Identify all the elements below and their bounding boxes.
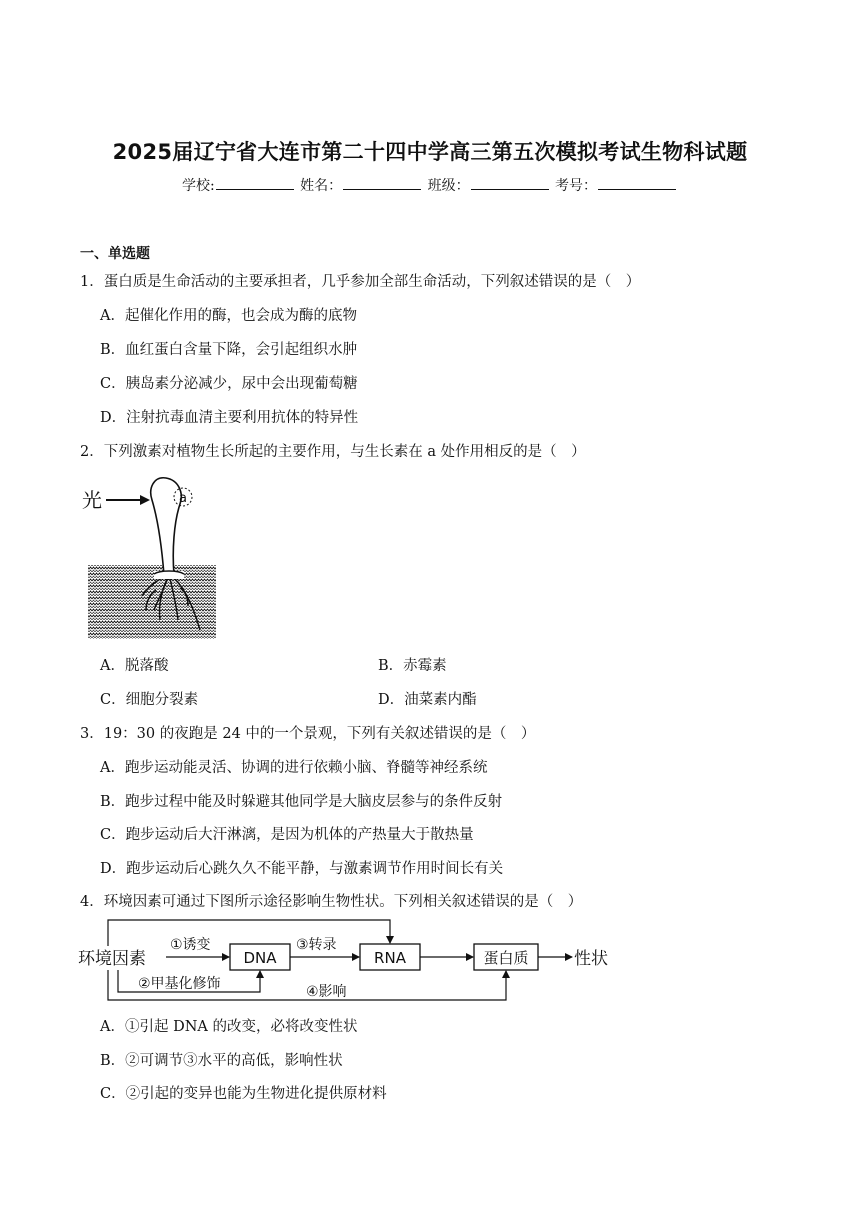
q2-option-d[interactable]: D．油菜素内酯 bbox=[378, 692, 477, 708]
trait-label: 性状 bbox=[574, 949, 608, 969]
id-blank[interactable] bbox=[598, 177, 676, 190]
name-blank[interactable] bbox=[343, 177, 421, 190]
q3-option-d[interactable]: D．跑步运动后心跳久久不能平静，与激素调节作用时间长有关 bbox=[100, 861, 504, 877]
light-arrow-head bbox=[140, 495, 150, 505]
q1-option-a[interactable]: A．起催化作用的酶，也会成为酶的底物 bbox=[100, 308, 357, 324]
q3-option-a[interactable]: A．跑步运动能灵活、协调的进行依赖小脑、脊髓等神经系统 bbox=[100, 760, 488, 776]
q3-option-c[interactable]: C．跑步运动后大汗淋漓，是因为机体的产热量大于散热量 bbox=[100, 827, 474, 843]
student-info-line bbox=[0, 175, 860, 195]
seedling-shoot bbox=[151, 478, 181, 575]
section-heading: 一、单选题 bbox=[80, 246, 150, 262]
q4-option-b[interactable]: B．②可调节③水平的高低，影响性状 bbox=[100, 1053, 343, 1069]
school-blank[interactable] bbox=[216, 177, 294, 190]
path-1-label: ①诱变 bbox=[170, 937, 211, 953]
gene-expression-diagram bbox=[74, 910, 624, 1006]
protein-label: 蛋白质 bbox=[483, 949, 529, 967]
q1-option-c[interactable]: C．胰岛素分泌减少，尿中会出现葡萄糖 bbox=[100, 376, 358, 392]
path-4-label: ④影响 bbox=[306, 984, 347, 1000]
q2-option-c[interactable]: C．细胞分裂素 bbox=[100, 692, 199, 708]
question-2-stem: 2．下列激素对植物生长所起的主要作用，与生长素在 a 处作用相反的是（ ） bbox=[80, 444, 586, 460]
light-label: 光 bbox=[82, 488, 102, 512]
q2-option-b[interactable]: B．赤霉素 bbox=[378, 658, 447, 674]
id-label: 考号： bbox=[555, 178, 598, 194]
question-4-stem: 4．环境因素可通过下图所示途径影响生物性状。下列相关叙述错误的是（ ） bbox=[80, 894, 583, 910]
path-2-label: ②甲基化修饰 bbox=[138, 976, 221, 992]
seedling-figure bbox=[80, 470, 220, 642]
class-label: 班级： bbox=[427, 178, 470, 194]
class-blank[interactable] bbox=[471, 177, 549, 190]
soil-pattern bbox=[88, 565, 216, 639]
name-label: 姓名： bbox=[300, 178, 343, 194]
question-1-stem: 1．蛋白质是生命活动的主要承担者，几乎参加全部生命活动，下列叙述错误的是（ ） bbox=[80, 274, 641, 290]
path-3-label: ③转录 bbox=[296, 937, 337, 953]
q3-option-b[interactable]: B．跑步过程中能及时躲避其他同学是大脑皮层参与的条件反射 bbox=[100, 794, 503, 810]
school-label: 学校: bbox=[181, 178, 215, 194]
q1-option-b[interactable]: B．血红蛋白含量下降，会引起组织水肿 bbox=[100, 342, 358, 358]
environment-label: 环境因素 bbox=[78, 949, 146, 969]
point-a-label: a bbox=[179, 491, 187, 506]
dna-label: DNA bbox=[243, 949, 277, 967]
page-title: 2025届辽宁省大连市第二十四中学高三第五次模拟考试生物科试题 bbox=[112, 140, 748, 164]
question-3-stem: 3．19：30 的夜跑是 24 中的一个景观，下列有关叙述错误的是（ ） bbox=[80, 726, 536, 742]
q4-option-a[interactable]: A．①引起 DNA 的改变，必将改变性状 bbox=[100, 1019, 358, 1035]
q4-option-c[interactable]: C．②引起的变异也能为生物进化提供原材料 bbox=[100, 1086, 387, 1102]
rna-label: RNA bbox=[374, 949, 406, 967]
q2-option-a[interactable]: A．脱落酸 bbox=[100, 658, 169, 674]
arrow-env-to-rna bbox=[108, 920, 390, 946]
q1-option-d[interactable]: D．注射抗毒血清主要利用抗体的特异性 bbox=[100, 410, 359, 426]
